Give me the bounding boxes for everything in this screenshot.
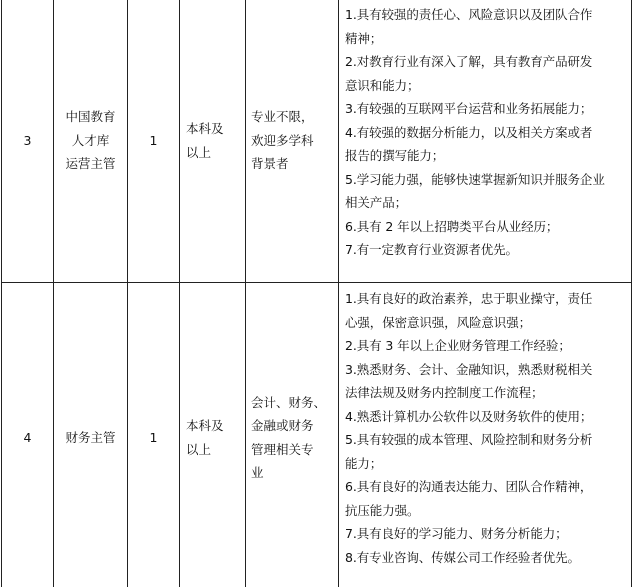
requirement-line: 5.学习能力强，能够快速掌握新知识并服务企业 <box>345 171 605 187</box>
education-text: 本科及 <box>186 121 224 136</box>
major-text: 金融或财务 <box>251 418 314 433</box>
requirement-line: 能力； <box>345 455 383 471</box>
row-number: 4 <box>23 429 32 445</box>
position-text: 财务主管 <box>65 429 116 445</box>
table-row <box>2 283 632 587</box>
row-number: 3 <box>23 132 32 148</box>
education-text: 本科及 <box>186 418 224 433</box>
requirement-line: 3.有较强的互联网平台运营和业务拓展能力； <box>345 101 593 116</box>
job-requirements-table <box>1 0 632 587</box>
major-text: 会计、财务、 <box>251 394 327 410</box>
requirement-line: 4.熟悉计算机办公软件以及财务软件的使用； <box>345 408 593 424</box>
position-text: 人才库 <box>71 132 110 148</box>
requirement-line: 6.具有 2 年以上招聘类平台从业经历； <box>345 218 559 234</box>
requirement-line: 抗压能力强。 <box>345 502 420 518</box>
requirement-line: 2.具有 3 年以上企业财务管理工作经验； <box>345 338 571 353</box>
major-cell <box>246 0 339 283</box>
requirement-line: 1.具有良好的政治素养，忠于职业操守，责任 <box>345 291 593 306</box>
education-text: 以上 <box>186 144 212 160</box>
requirement-line: 心强，保密意识强，风险意识强； <box>345 314 532 330</box>
education-cell <box>180 283 246 587</box>
requirement-line: 5.具有较强的成本管理、风险控制和财务分析 <box>345 432 593 447</box>
row-number-cell <box>2 0 54 283</box>
table-row <box>2 0 632 283</box>
requirement-line: 6.具有良好的沟通表达能力、团队合作精神， <box>345 479 593 494</box>
requirement-line: 2.对教育行业有深入了解，具有教育产品研发 <box>345 54 593 69</box>
requirement-line: 法律法规及财务内控制度工作流程； <box>345 385 544 400</box>
headcount-text: 1 <box>149 429 158 445</box>
requirements-cell <box>339 0 632 283</box>
requirement-line: 7.有一定教育行业资源者优先。 <box>345 242 518 257</box>
education-cell <box>180 0 246 283</box>
requirement-line: 报告的撰写能力； <box>345 148 445 163</box>
requirement-line: 相关产品； <box>345 195 408 210</box>
requirement-line: 3.熟悉财务、会计、金融知识，熟悉财税相关 <box>345 361 593 377</box>
row-number-cell <box>2 283 54 587</box>
position-text: 中国教育 <box>65 109 116 125</box>
requirement-line: 4.有较强的数据分析能力，以及相关方案或者 <box>345 124 593 140</box>
position-cell <box>54 283 128 587</box>
major-text: 专业不限， <box>251 109 314 125</box>
requirements-cell <box>339 283 632 587</box>
headcount-cell <box>128 283 180 587</box>
major-text: 业 <box>251 465 264 480</box>
major-text: 背景者 <box>251 156 289 172</box>
headcount-text: 1 <box>149 132 158 148</box>
major-text: 欢迎多学科 <box>251 132 314 148</box>
requirement-line: 精神； <box>345 30 383 46</box>
major-text: 管理相关专 <box>251 441 314 457</box>
requirement-line: 1.具有较强的责任心、风险意识以及团队合作 <box>345 7 593 22</box>
position-cell <box>54 0 128 283</box>
requirement-line: 8.有专业咨询、传媒公司工作经验者优先。 <box>345 549 580 565</box>
major-cell <box>246 283 339 587</box>
requirement-line: 意识和能力； <box>345 77 420 93</box>
position-text: 运营主管 <box>65 156 116 172</box>
headcount-cell <box>128 0 180 283</box>
requirement-line: 7.具有良好的学习能力、财务分析能力； <box>345 526 568 541</box>
education-text: 以上 <box>186 441 212 457</box>
